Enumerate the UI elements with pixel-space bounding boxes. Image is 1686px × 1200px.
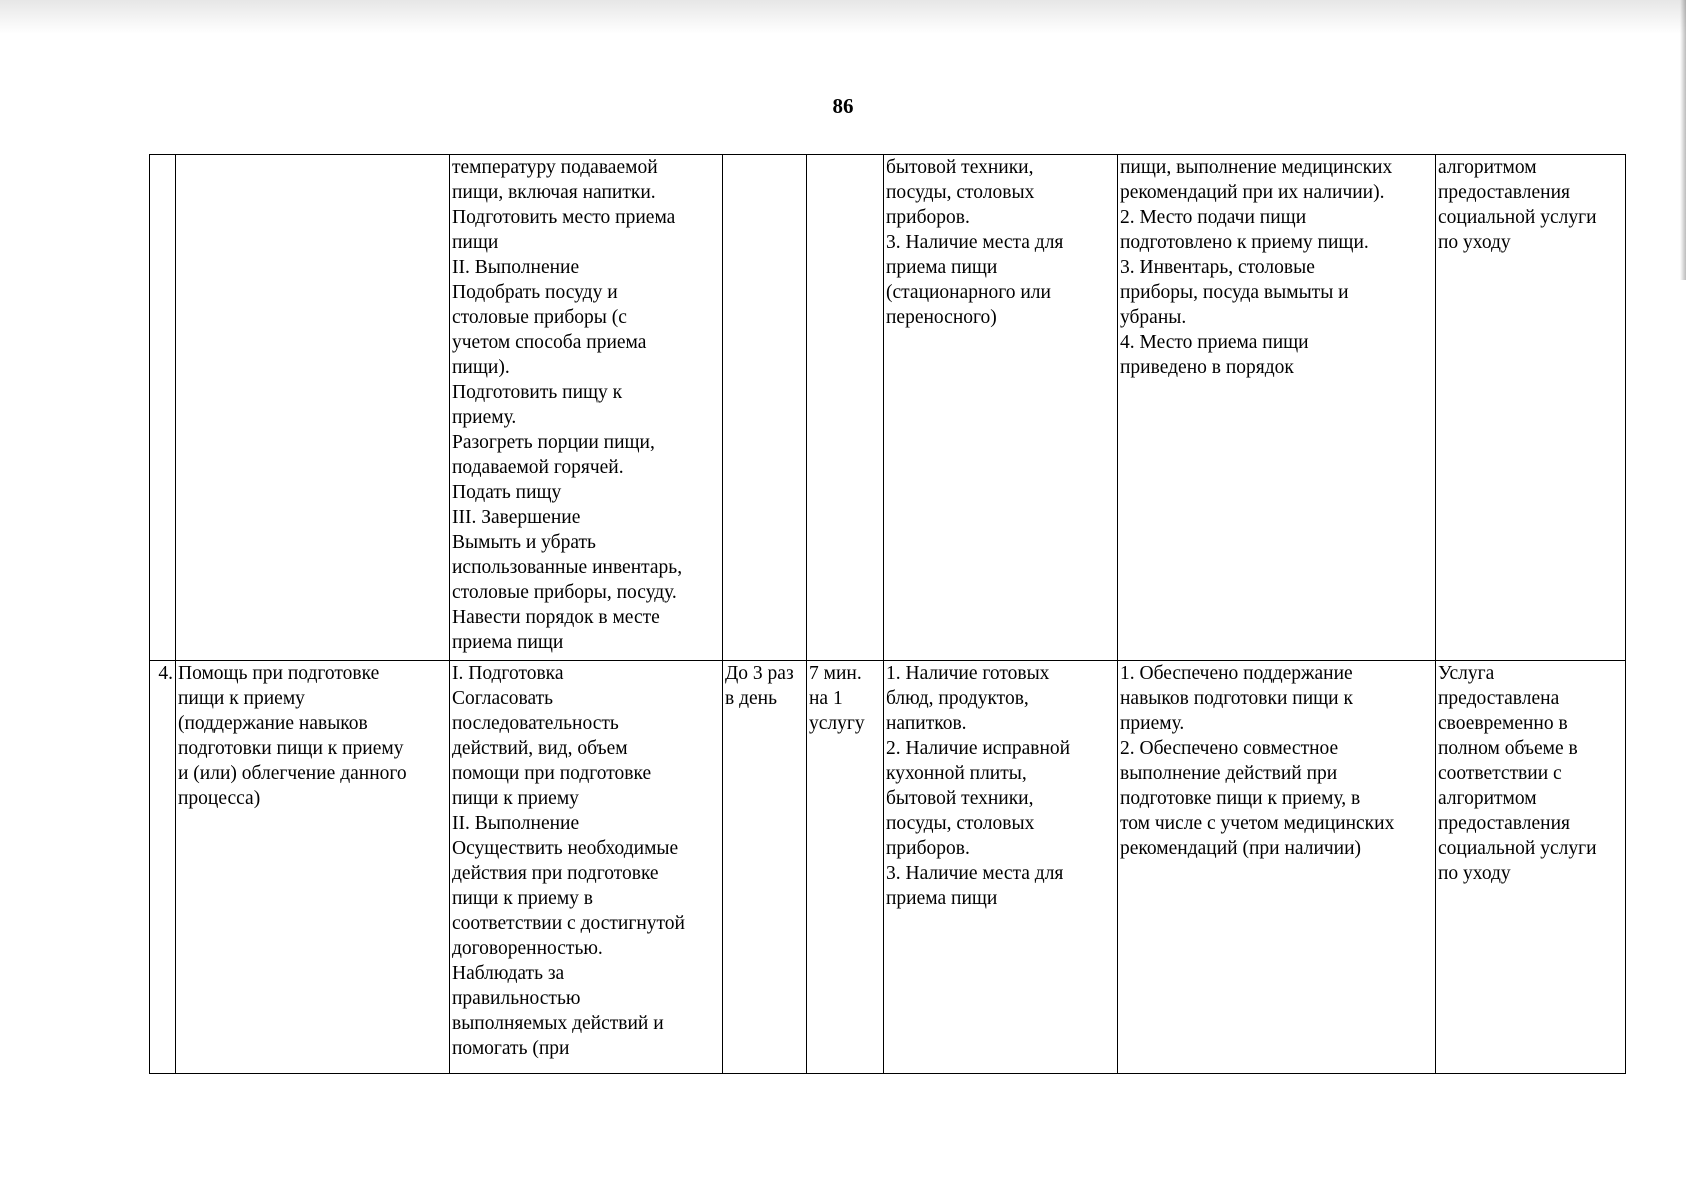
service-conditions: бытовой техники, посуды, столовых приборов. 3. Наличие места для приема пищи (стационарного или переносного)	[884, 155, 1118, 661]
scan-top-shadow	[0, 0, 1686, 34]
service-duration: 7 мин. на 1 услугу	[807, 661, 884, 1074]
service-frequency: До 3 раз в день	[723, 661, 807, 1074]
table-row	[150, 155, 1626, 661]
page-number: 86	[832, 94, 854, 118]
services-table	[149, 154, 1626, 1074]
service-name	[176, 155, 450, 661]
scan-right-shadow	[1680, 0, 1686, 280]
service-results: 1. Обеспечено поддержание навыков подготовки пищи к приему. 2. Обеспечено совместное выполнение действий при подготовке пищи к приему, в том числе с учетом медицинских рекомендаций (при наличии)	[1118, 661, 1436, 1074]
service-name: Помощь при подготовке пищи к приему (поддержание навыков подготовки пищи к приему и (или) облегчение данного процесса)	[176, 661, 450, 1074]
row-number: 4.	[150, 661, 176, 1074]
service-actions: температуру подаваемой пищи, включая напитки. Подготовить место приема пищи II. Выполнение Подобрать посуду и столовые приборы (с учетом способа приема пищи). Подготовить пищу к приему. Разогреть порции пищи, подаваемой горячей. Подать пищу III. Завершение Вымыть и убрать использованные инвентарь, столовые приборы, посуду. Навести порядок в месте приема пищи	[450, 155, 723, 661]
service-actions: I. Подготовка Согласовать последовательность действий, вид, объем помощи при подготовке пищи к приему II. Выполнение Осуществить необходимые действия при подготовке пищи к приему в соответствии с достигнутой договоренностью. Наблюдать за правильностью выполняемых действий и помогать (при	[450, 661, 723, 1074]
service-frequency	[723, 155, 807, 661]
service-duration	[807, 155, 884, 661]
service-results: пищи, выполнение медицинских рекомендаций при их наличии). 2. Место подачи пищи подготовлено к приему пищи. 3. Инвентарь, столовые приборы, посуда вымыты и убраны. 4. Место приема пищи приведено в порядок	[1118, 155, 1436, 661]
table-row	[150, 661, 1626, 1074]
service-evaluation: алгоритмом предоставления социальной услуги по уходу	[1436, 155, 1626, 661]
service-conditions: 1. Наличие готовых блюд, продуктов, напитков. 2. Наличие исправной кухонной плиты, бытовой техники, посуды, столовых приборов. 3. Наличие места для приема пищи	[884, 661, 1118, 1074]
row-number	[150, 155, 176, 661]
service-evaluation: Услуга предоставлена своевременно в полном объеме в соответствии с алгоритмом предоставления социальной услуги по уходу	[1436, 661, 1626, 1074]
